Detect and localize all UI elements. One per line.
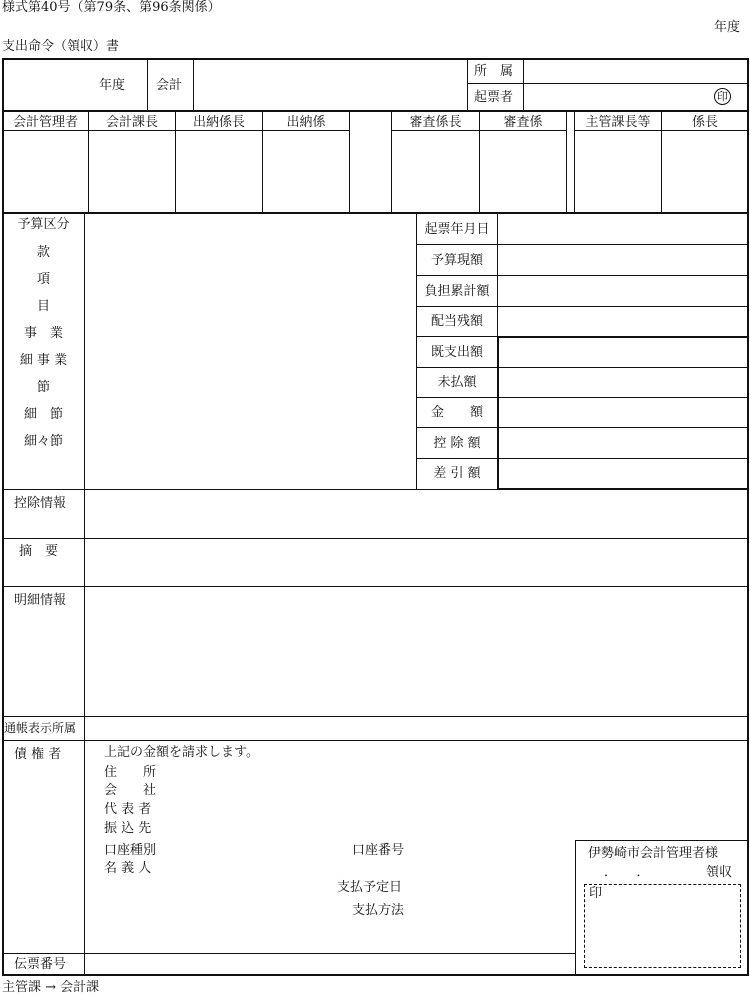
account-field[interactable]	[194, 60, 466, 109]
amount-label: 配当残額	[430, 314, 483, 329]
amount-field[interactable]	[499, 398, 748, 427]
approval-header: 会計管理者	[12, 115, 78, 130]
request-text: 上記の金額を請求します。	[104, 745, 259, 760]
draft-date-field[interactable]	[498, 215, 748, 244]
creditor-label: 債 権 者	[14, 747, 62, 762]
deduction-info-label: 控除情報	[14, 496, 67, 511]
address-label: 住 所	[104, 765, 157, 780]
amount-label: 予算現額	[430, 253, 483, 268]
amount-label: 控 除 額	[433, 436, 481, 451]
account-number-label: 口座番号	[352, 843, 405, 858]
budget-amount-field[interactable]	[498, 245, 748, 275]
account-type-label: 口座種別	[104, 843, 157, 858]
header-year-label: 年度	[714, 20, 741, 35]
cumulative-field[interactable]	[498, 276, 748, 306]
amount-label: 既支出額	[430, 345, 483, 360]
fiscal-year-label: 年度	[99, 78, 126, 93]
budget-label: 款	[36, 245, 50, 260]
receipt-seal-box[interactable]	[584, 884, 741, 968]
payment-date-label: 支払予定日	[337, 880, 403, 895]
budget-label: 目	[36, 299, 50, 314]
approval-header: 審査係	[503, 115, 543, 130]
slip-number-label: 伝票番号	[14, 957, 67, 972]
detail-info-field[interactable]	[85, 587, 748, 716]
budget-label: 細 事 業	[19, 353, 68, 368]
transfer-to-label: 振 込 先	[104, 821, 152, 836]
divider	[416, 336, 498, 337]
company-label: 会 社	[104, 783, 157, 798]
drafter-seal-mark: 印	[714, 88, 731, 105]
payment-method-label: 支払方法	[352, 903, 405, 918]
amount-label: 未払額	[437, 375, 477, 390]
blank-column-gap	[350, 130, 391, 131]
divider	[2, 110, 749, 112]
receipt-addressee: 伊勢崎市会計管理者様	[588, 846, 719, 861]
department-label: 所 属	[474, 64, 514, 79]
deduction-info-field[interactable]	[85, 490, 748, 538]
amount-label: 差 引 額	[433, 466, 481, 481]
drafter-label: 起票者	[474, 90, 514, 105]
approval-header: 出納係	[286, 115, 326, 130]
divider	[467, 58, 468, 110]
deduction-field[interactable]	[499, 428, 748, 458]
account-label: 会計	[156, 78, 183, 93]
net-amount-field[interactable]	[499, 459, 748, 488]
detail-info-label: 明細情報	[14, 593, 67, 608]
representative-label: 代 表 者	[104, 802, 152, 817]
account-holder-label: 名 義 人	[104, 861, 152, 876]
divider	[147, 58, 148, 110]
approval-stamp-box[interactable]	[89, 131, 175, 212]
blank-column-gap	[567, 130, 574, 131]
approval-stamp-box[interactable]	[662, 131, 748, 212]
budget-field[interactable]	[85, 214, 416, 489]
budget-label: 予算区分	[17, 217, 70, 232]
summary-field[interactable]	[85, 539, 748, 586]
approval-header: 審査係長	[409, 115, 462, 130]
paid-amount-field[interactable]	[499, 338, 748, 367]
approval-stamp-box[interactable]	[575, 131, 661, 212]
approval-stamp-box[interactable]	[3, 131, 88, 212]
receipt-date-dots: ． ．	[604, 865, 650, 880]
divider	[349, 112, 350, 212]
approval-stamp-box[interactable]	[176, 131, 262, 212]
amount-label: 起票年月日	[424, 222, 490, 237]
slip-number-field[interactable]	[85, 954, 574, 975]
receipt-seal-label: 印	[589, 886, 603, 901]
approval-stamp-box[interactable]	[480, 131, 566, 212]
approval-header: 主管課長等	[585, 115, 651, 130]
budget-label: 細々節	[23, 434, 63, 449]
approval-header: 出納係長	[192, 115, 245, 130]
unpaid-field[interactable]	[499, 368, 748, 397]
divider	[2, 740, 749, 741]
approval-stamp-box[interactable]	[263, 131, 349, 212]
form-number: 様式第40号（第79条、第96条関係）	[2, 0, 221, 15]
routing-note: 主管課 → 会計課	[2, 980, 100, 995]
approval-header: 会計課長	[105, 115, 158, 130]
form-title: 支出命令（領収）書	[2, 39, 120, 54]
department-field[interactable]	[524, 60, 748, 83]
passbook-dept-field[interactable]	[85, 717, 748, 740]
amount-label: 金 額	[430, 405, 483, 420]
budget-label: 事 業	[23, 326, 63, 341]
divider	[566, 112, 567, 212]
passbook-dept-label: 通帳表示所属	[4, 721, 77, 735]
approval-header: 係長	[691, 115, 718, 130]
receipt-received-label: 領収	[706, 865, 733, 880]
budget-label: 節	[36, 380, 50, 395]
amount-label: 負担累計額	[424, 284, 490, 299]
allocation-remaining-field[interactable]	[498, 307, 748, 336]
summary-label: 摘 要	[19, 544, 59, 559]
budget-label: 細 節	[23, 407, 63, 422]
approval-stamp-box[interactable]	[392, 131, 479, 212]
budget-label: 項	[36, 272, 50, 287]
